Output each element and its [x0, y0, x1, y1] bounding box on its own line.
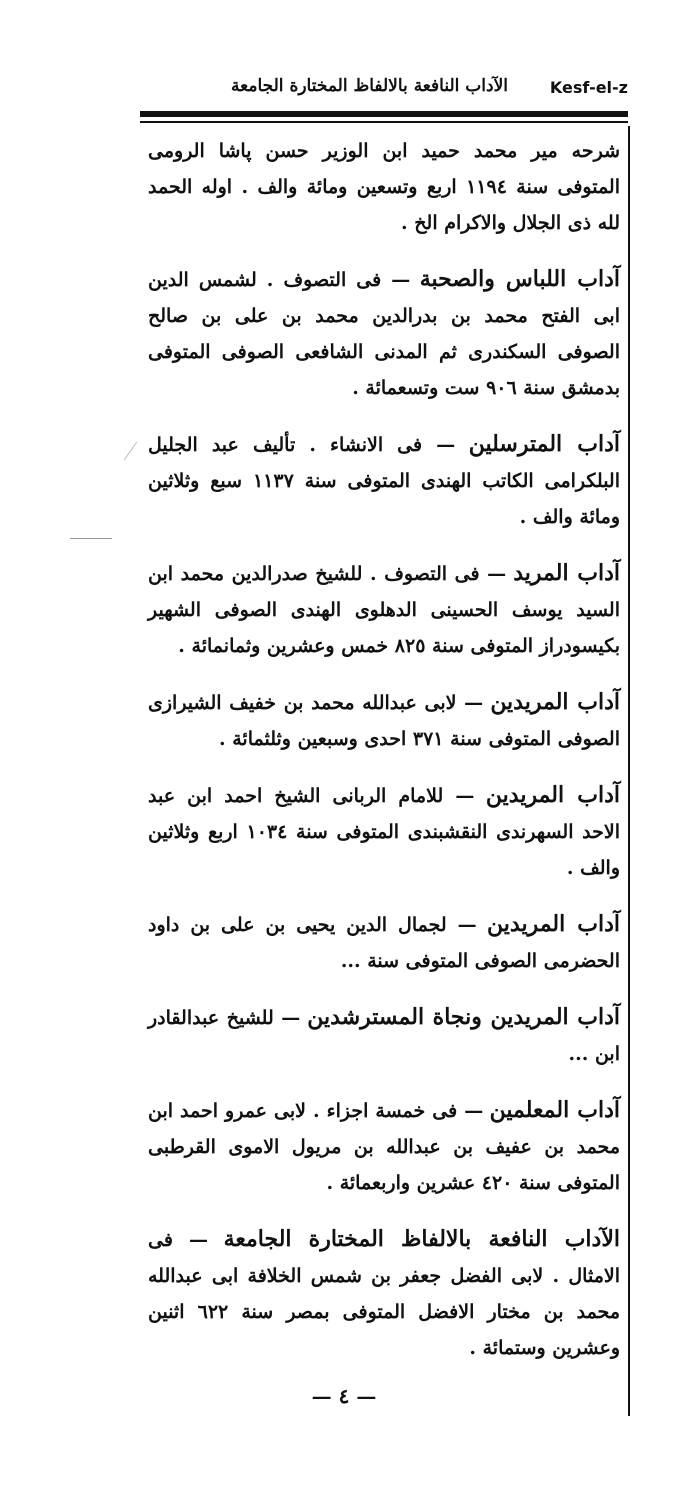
entry	[148, 555, 620, 664]
entry	[148, 684, 620, 757]
header-title: الآداب النافعة بالالفاظ المختارة الجامعة	[231, 76, 508, 96]
entry-body: — فی التصوف . للشیخ صدرالدین محمد ابن السید یوسف الحسینی الدهلوی الهندی الصوفی الشهیر بكیسودراز المتوفی سنة ٨٢٥ خمس وعشرین وثمانمائة .	[148, 563, 620, 657]
entry	[148, 1092, 620, 1201]
entry-title: آداب المريدين	[485, 782, 621, 808]
entry-title: آداب المريدين ونجاة المسترشدين	[307, 1004, 620, 1030]
entry-body: شرحه مير محمد حميد ابن الوزير حسن پاشا الرومی المتوفی سنة ١١٩٤ اربع وتسعين ومائة والف . اوله الحمد لله ذی الجلال والاكرام الخ .	[148, 140, 621, 234]
entry-title: آداب المعلمين	[489, 1097, 620, 1123]
header-code: Kesf-el-z	[549, 78, 628, 97]
entry-body: — لجمال الدین یحیی بن علی بن داود الحضرمی الصوفی المتوفی سنة ...	[148, 914, 620, 972]
margin-mark	[70, 538, 112, 539]
margin-line	[628, 126, 630, 1416]
entry	[148, 999, 620, 1072]
entry	[148, 1221, 620, 1366]
entry-title: آداب اللباس والصحبة	[419, 266, 621, 292]
entry-body: — فی الانشاء . تألیف عبد الجلیل البلكرامی الكاتب الهندی المتوفی سنة ١١٣٧ سبع وثلاثین ومائة والف .	[148, 434, 620, 528]
header-rule-thick	[140, 111, 628, 117]
entry	[148, 906, 620, 979]
running-header	[140, 72, 628, 108]
entry-body: — لابی عبدالله محمد بن خفیف الشیرازی الصوفی المتوفی سنة ٣٧١ احدی وسبعین وثلثمائة .	[148, 692, 620, 750]
entry	[148, 777, 620, 886]
scan-mark	[124, 442, 137, 461]
entry-title: آداب المريدين	[487, 911, 620, 937]
entry-title: الآداب النافعة بالالفاظ المختارة الجامعة	[223, 1226, 620, 1252]
header-rule-thin	[140, 121, 628, 123]
entry-body: — فی الامثال . لابی الفضل جعفر بن شمس الخلافة ابی عبدالله محمد بن مختار الافضل المتوفی بمصر سنة ٦٢٢ اثنین وعشرین وستمائة .	[148, 1229, 620, 1359]
entry	[148, 261, 620, 406]
entries-column	[148, 132, 620, 1386]
entry-title: آداب المترسلين	[468, 431, 620, 457]
entry-body: — للامام الربانی الشیخ احمد ابن عبد الاحد السهرندی النقشبندی المتوفی سنة ١٠٣٤ اربع وثلاثین والف .	[148, 785, 620, 879]
entry	[148, 426, 620, 535]
entry-body: — للشیخ عبدالقادر ابن ...	[148, 1007, 620, 1065]
page-number: — ٤ —	[311, 1384, 377, 1408]
entry-title: آداب المريدين	[490, 689, 620, 715]
entry	[148, 132, 620, 241]
entry-body: — فی خمسة اجزاء . لابی عمرو احمد ابن محمد بن عفیف بن عبدالله بن مریول الاموی القرطبی المتوفی سنة ٤٢٠ عشرین واربعمائة .	[148, 1100, 620, 1194]
entry-title: آداب المريد	[513, 560, 620, 586]
entry-body: — فی التصوف . لشمس الدین ابی الفتح محمد بن بدرالدین محمد بن علی بن صالح الصوفی السكندری ثم المدنی الشافعی الصوفی المتوفی بدمشق سنة ٩٠٦ ست وتسعمائة .	[148, 269, 620, 399]
